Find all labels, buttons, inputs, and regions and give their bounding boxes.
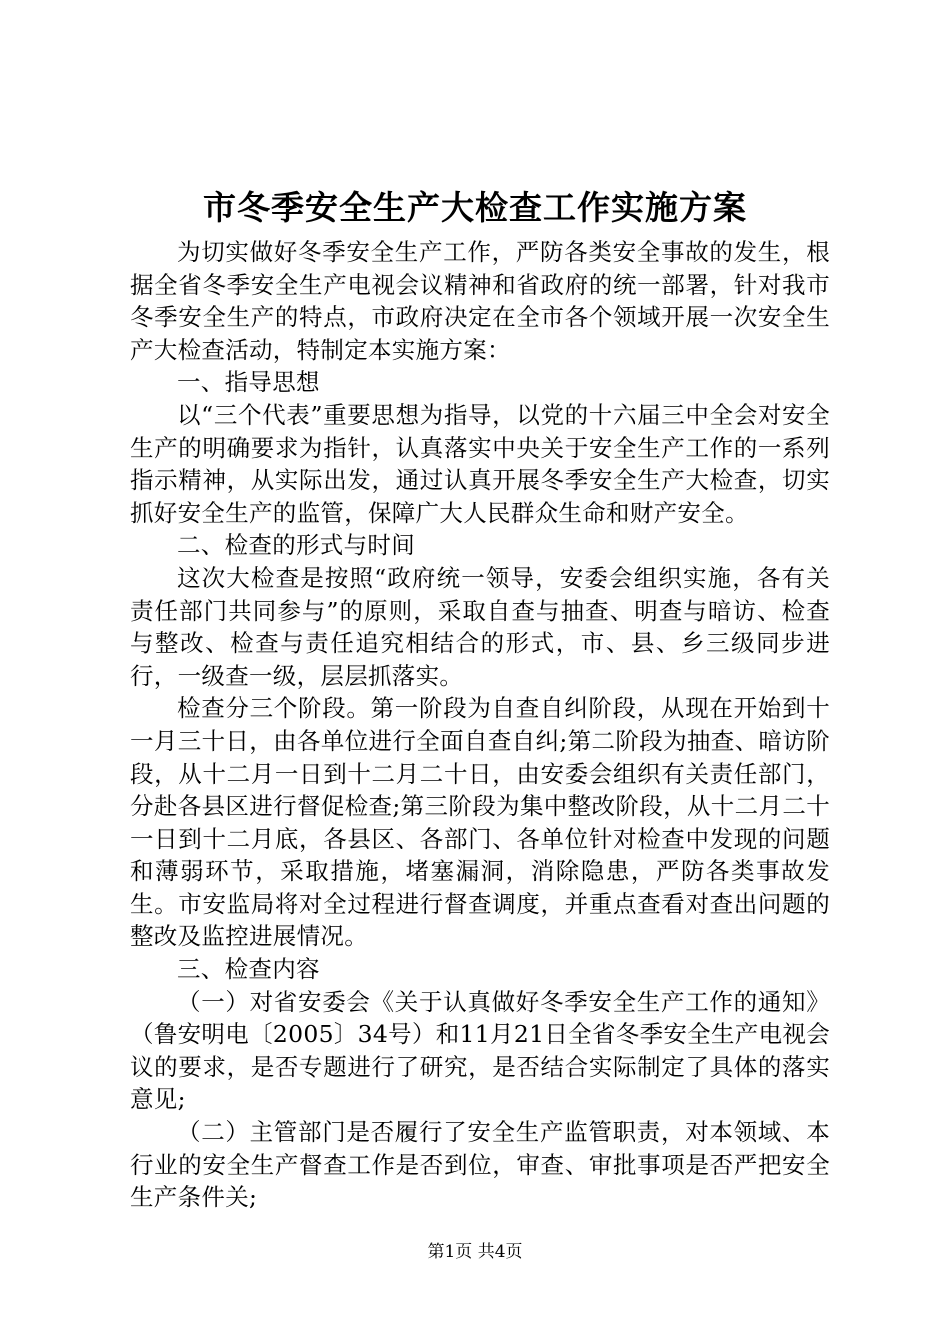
paragraph-intro: 为切实做好冬季安全生产工作，严防各类安全事故的发生，根据全省冬季安全生产电视会议精神和省政府的统一部署，针对我市冬季安全生产的特点，市政府决定在全市各个领域开展一次安全生产大检查活动，特制定本实施方案： [130, 238, 830, 364]
paragraph-content-item-2: （二）主管部门是否履行了安全生产监管职责，对本领域、本行业的安全生产督查工作是否到位，审查、审批事项是否严把安全生产条件关; [130, 1118, 830, 1212]
paragraph-guiding-thought: 以“三个代表”重要思想为指导，以党的十六届三中全会对安全生产的明确要求为指针，认真落实中央关于安全生产工作的一系列指示精神，从实际出发，通过认真开展冬季安全生产大检查，切实抓好安全生产的监管，保障广大人民群众生命和财产安全。 [130, 400, 830, 527]
paragraph-inspection-stages: 检查分三个阶段。第一阶段为自查自纠阶段，从现在开始到十一月三十日，由各单位进行全面自查自纠;第二阶段为抽查、暗访阶段，从十二月一日到十二月二十日，由安委会组织有关责任部门，分赴各县区进行督促检查;第三阶段为集中整改阶段，从十二月二十一日到十二月底，各县区、各部门、各单位针对检查中发现的问题和薄弱环节，采取措施，堵塞漏洞，消除隐患，严防各类事故发生。市安监局将对全过程进行督查调度，并重点查看对查出问题的整改及监控进展情况。 [130, 694, 830, 951]
section-heading-form-and-time: 二、检查的形式与时间 [177, 531, 415, 560]
paragraph-inspection-form: 这次大检查是按照“政府统一领导，安委会组织实施，各有关责任部门共同参与”的原则，采取自查与抽查、明查与暗访、检查与整改、检查与责任追究相结合的形式，市、县、乡三级同步进行，一级查一级，层层抓落实。 [130, 563, 830, 690]
document-title: 市冬季安全生产大检查工作实施方案 [203, 188, 747, 227]
section-heading-guiding-thought: 一、指导思想 [177, 368, 320, 397]
document-body [130, 236, 830, 1214]
page-number-footer: 第1页 共4页 [427, 1242, 523, 1262]
section-heading-inspection-content: 三、检查内容 [177, 955, 320, 984]
paragraph-content-item-1: （一）对省安委会《关于认真做好冬季安全生产工作的通知》（鲁安明电〔2005〕34号）和11月21日全省冬季安全生产电视会议的要求，是否专题进行了研究，是否结合实际制定了具体的落实意见; [130, 987, 830, 1114]
